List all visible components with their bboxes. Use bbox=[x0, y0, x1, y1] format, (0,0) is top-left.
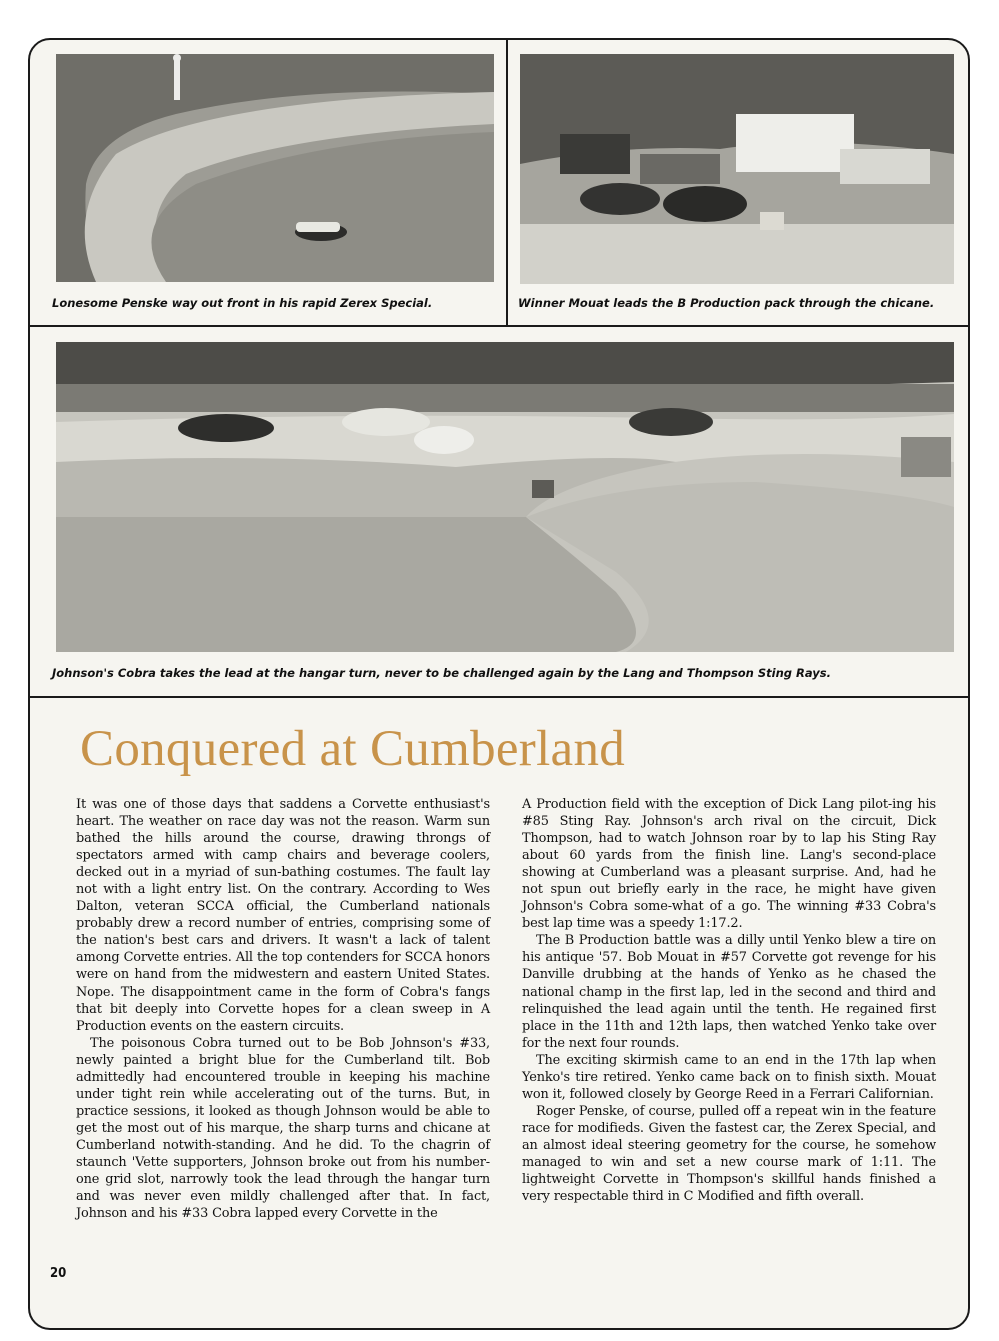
magazine-page bbox=[28, 38, 970, 1330]
caption-johnson: Johnson's Cobra takes the lead at the hangar turn, never to be challenged again by the Lang and Thompson Sting Rays. bbox=[52, 666, 831, 680]
article-column-2 bbox=[522, 796, 936, 1205]
article-paragraph: It was one of those days that saddens a Corvette enthusiast's heart. The weather on race day was not the reason. Warm sun bathed the hills around the course, drawing throngs of spectators armed with camp chairs and beverage coolers, decked out in a myriad of sun-bathing costumes. The fault lay not with a light entry list. On the contrary. According to Wes Dalton, veteran SCCA official, the Cumberland nationals probably drew a record number of entries, comprising some of the nation's best cars and drivers. It wasn't a lack of talent among Corvette entries. All the top contenders for SCCA honors were on hand from the midwestern and eastern United States. Nope. The disappointment came in the form of Cobra's fangs that bit deeply into Corvette hopes for a clean sweep in A Production events on the eastern circuits. bbox=[76, 797, 490, 1034]
photo-mouat-chicane bbox=[520, 54, 954, 284]
article-title: Conquered at Cumberland bbox=[80, 721, 626, 777]
article-paragraph: The exciting skirmish came to an end in the 17th lap when Yenko's tire retired. Yenko came back on to finish sixth. Mouat won it, followed closely by George Reed in a Ferrari Californian. bbox=[522, 1052, 936, 1102]
photo-text-divider bbox=[30, 696, 968, 698]
photo-penske-zerex bbox=[56, 54, 494, 282]
photo-johnson-cobra bbox=[56, 342, 954, 652]
article-paragraph: Roger Penske, of course, pulled off a repeat win in the feature race for modifieds. Given the fastest car, the Zerex Special, and an almost ideal steering geometry for the course, he somehow managed to win and set a new course mark of 1:11. The lightweight Corvette in Thompson's skillful hands finished a very respectable third in C Modified and fifth overall. bbox=[522, 1103, 936, 1205]
caption-mouat: Winner Mouat leads the B Production pack through the chicane. bbox=[518, 296, 935, 310]
article-paragraph: The B Production battle was a dilly until Yenko blew a tire on his antique '57. Bob Mouat in #57 Corvette got revenge for his Danville drubbing at the hands of Yenko as he chased the national champ in the first lap, led in the second and third and relinquished the lead again until the tenth. He regained first place in the 11th and 12th laps, then watched Yenko take over for the next four rounds. bbox=[522, 933, 936, 1051]
article-column-1 bbox=[76, 796, 490, 1222]
page-number: 20 bbox=[50, 1266, 67, 1281]
article-paragraph: The poisonous Cobra turned out to be Bob Johnson's #33, newly painted a bright blue for the Cumberland tilt. Bob admittedly had encountered trouble in keeping his machine under tight rein while accelerating out of the turns. But, in practice sessions, it looked as though Johnson would be able to get the most out of his marque, the sharp turns and chicane at Cumberland notwith-standing. And he did. To the chagrin of staunch 'Vette supporters, Johnson broke out from his number-one grid slot, narrowly took the lead through the hangar turn and was never even mildly challenged after that. In fact, Johnson and his #33 Cobra lapped every Corvette in the bbox=[76, 1035, 490, 1222]
article-paragraph: A Production field with the exception of Dick Lang pilot-ing his #85 Sting Ray. Johnson's arch rival on the circuit, Dick Thompson, had to watch Johnson roar by to lap his Sting Ray about 60 yards from the finish line. Lang's second-place showing at Cumberland was a pleasant surprise. And, had he not spun out briefly early in the race, he might have given Johnson's Cobra some-what of a go. The winning #33 Cobra's best lap time was a speedy 1:17.2. bbox=[522, 797, 936, 932]
photo-column-divider bbox=[506, 40, 508, 327]
photo-row-divider bbox=[30, 325, 968, 327]
caption-penske: Lonesome Penske way out front in his rapid Zerex Special. bbox=[52, 296, 433, 310]
